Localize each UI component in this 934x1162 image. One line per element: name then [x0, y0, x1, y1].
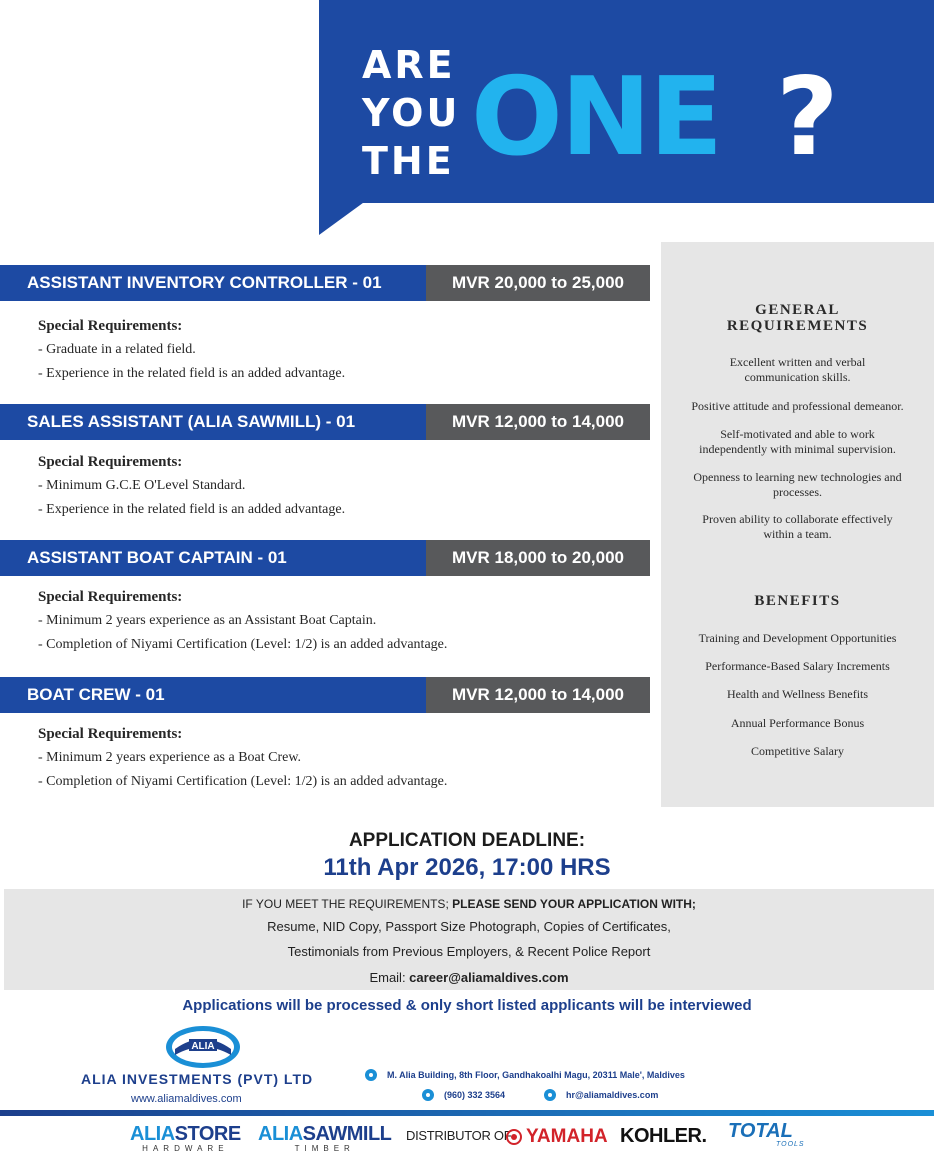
- requirement-item: - Minimum 2 years experience as an Assistant Boat Captain.: [38, 613, 377, 628]
- requirements-heading: Special Requirements:: [38, 726, 183, 742]
- benefit-item: Competitive Salary: [751, 744, 844, 758]
- brand-sawmill-a: ALIA: [258, 1123, 303, 1145]
- job-bar-sales-assistant: [0, 404, 650, 440]
- yamaha-tuning-fork-icon: [506, 1129, 522, 1145]
- company-website-link[interactable]: www.aliamaldives.com: [131, 1093, 242, 1105]
- general-item: Self-motivated and able to work independently with minimal supervision.: [699, 427, 896, 456]
- general-heading-line1: GENERAL: [755, 302, 840, 318]
- phone-row: [422, 1089, 505, 1101]
- brand-alia-sawmill-logo: [258, 1124, 391, 1154]
- hero-line-the: THE: [362, 139, 455, 183]
- job-title: ASSISTANT INVENTORY CONTROLLER - 01: [0, 265, 426, 301]
- brand-store-sub: HARDWARE: [142, 1144, 229, 1153]
- job-bar-assistant-boat-captain: [0, 540, 650, 576]
- requirements-heading: Special Requirements:: [38, 454, 183, 470]
- hero-big-word: ONE: [471, 55, 721, 180]
- apply-documents-line: Testimonials from Previous Employers, & Recent Police Report: [287, 944, 651, 959]
- brand-store-a: ALIA: [130, 1123, 175, 1145]
- job-requirements: [38, 585, 447, 657]
- requirement-item: - Minimum 2 years experience as a Boat Crew.: [38, 750, 302, 765]
- kohler-logo: KOHLER.: [620, 1125, 707, 1147]
- deadline-value: 11th Apr 2026, 17:00 HRS: [323, 854, 611, 881]
- benefit-item: Performance-Based Salary Increments: [705, 659, 890, 673]
- requirements-heading: Special Requirements:: [38, 589, 183, 605]
- yamaha-text: YAMAHA: [526, 1126, 608, 1147]
- job-bar-boat-crew: [0, 677, 650, 713]
- job-bar-assistant-inventory-controller: [0, 265, 650, 301]
- deadline-label: APPLICATION DEADLINE:: [348, 830, 586, 851]
- general-requirements-panel: [661, 242, 934, 807]
- hero-line-are: ARE: [362, 43, 456, 87]
- apply-intro-plain: IF YOU MEET THE REQUIREMENTS;: [242, 897, 453, 911]
- job-requirements: [38, 722, 447, 794]
- address-row: [365, 1069, 685, 1081]
- total-logo: TOTAL: [728, 1120, 793, 1142]
- hero-line-you: YOU: [362, 91, 461, 135]
- hero-speech-tail: [319, 200, 367, 235]
- apply-email-link[interactable]: career@aliamaldives.com: [409, 970, 569, 985]
- job-salary: MVR 12,000 to 14,000: [426, 404, 650, 440]
- requirement-item: - Graduate in a related field.: [38, 342, 196, 357]
- apply-intro: [4, 895, 934, 913]
- application-instructions: [4, 889, 934, 990]
- alia-logo-icon: [165, 1025, 241, 1069]
- benefit-item: Annual Performance Bonus: [730, 716, 865, 730]
- job-title: BOAT CREW - 01: [0, 677, 426, 713]
- logo-text: ALIA: [191, 1041, 215, 1052]
- job-title: ASSISTANT BOAT CAPTAIN - 01: [0, 540, 426, 576]
- distributor-label: DISTRIBUTOR OF: [406, 1128, 512, 1143]
- benefits-heading: BENEFITS: [754, 593, 841, 609]
- apply-email-label: Email:: [369, 970, 410, 985]
- apply-intro-bold: PLEASE SEND YOUR APPLICATION WITH;: [452, 897, 696, 911]
- brand-store-b: STORE: [174, 1123, 241, 1145]
- email-text[interactable]: hr@aliamaldives.com: [566, 1090, 659, 1100]
- general-item: Excellent written and verbal communication skills.: [729, 355, 866, 384]
- job-salary: MVR 20,000 to 25,000: [426, 265, 650, 301]
- footer-divider: [0, 1110, 934, 1116]
- requirement-item: - Experience in the related field is an added advantage.: [38, 366, 346, 381]
- hero-question-mark: ?: [776, 55, 839, 180]
- phone-text[interactable]: (960) 332 3564: [444, 1090, 506, 1100]
- job-salary: MVR 12,000 to 14,000: [426, 677, 650, 713]
- benefit-item: Training and Development Opportunities: [698, 631, 897, 645]
- phone-icon: [422, 1089, 434, 1101]
- yamaha-logo: [506, 1126, 608, 1148]
- brand-sawmill-b: SAWMILL: [302, 1123, 392, 1145]
- job-requirements: [38, 450, 345, 522]
- email-row: [544, 1089, 658, 1101]
- job-salary: MVR 18,000 to 20,000: [426, 540, 650, 576]
- apply-documents-line: Resume, NID Copy, Passport Size Photograph, Copies of Certificates,: [267, 919, 671, 934]
- general-item: Openness to learning new technologies and processes.: [693, 470, 902, 499]
- general-item: Positive attitude and professional demeanor.: [691, 399, 904, 413]
- requirement-item: - Minimum G.C.E O'Level Standard.: [38, 478, 246, 493]
- location-pin-icon: [365, 1069, 377, 1081]
- brand-alia-store-logo: [130, 1124, 241, 1154]
- total-tools-sub: TOOLS: [776, 1141, 805, 1148]
- benefit-item: Health and Wellness Benefits: [726, 687, 869, 701]
- job-title: SALES ASSISTANT (ALIA SAWMILL) - 01: [0, 404, 426, 440]
- mail-icon: [544, 1089, 556, 1101]
- requirement-item: - Completion of Niyami Certification (Level: 1/2) is an added advantage.: [38, 774, 448, 789]
- company-name: ALIA INVESTMENTS (PVT) LTD: [81, 1071, 314, 1087]
- requirement-item: - Completion of Niyami Certification (Level: 1/2) is an added advantage.: [38, 637, 448, 652]
- apply-email-line: [4, 969, 934, 987]
- general-item: Proven ability to collaborate effectively within a team.: [702, 512, 893, 541]
- address-text: M. Alia Building, 8th Floor, Gandhakoalhi Magu, 20311 Male', Maldives: [387, 1070, 685, 1080]
- requirements-heading: Special Requirements:: [38, 318, 183, 334]
- requirement-item: - Experience in the related field is an added advantage.: [38, 502, 346, 517]
- brand-sawmill-sub: TIMBER: [294, 1144, 355, 1153]
- job-requirements: [38, 314, 345, 386]
- processed-note: Applications will be processed & only short listed applicants will be interviewed: [182, 997, 752, 1014]
- general-heading-line2: REQUIREMENTS: [726, 318, 869, 334]
